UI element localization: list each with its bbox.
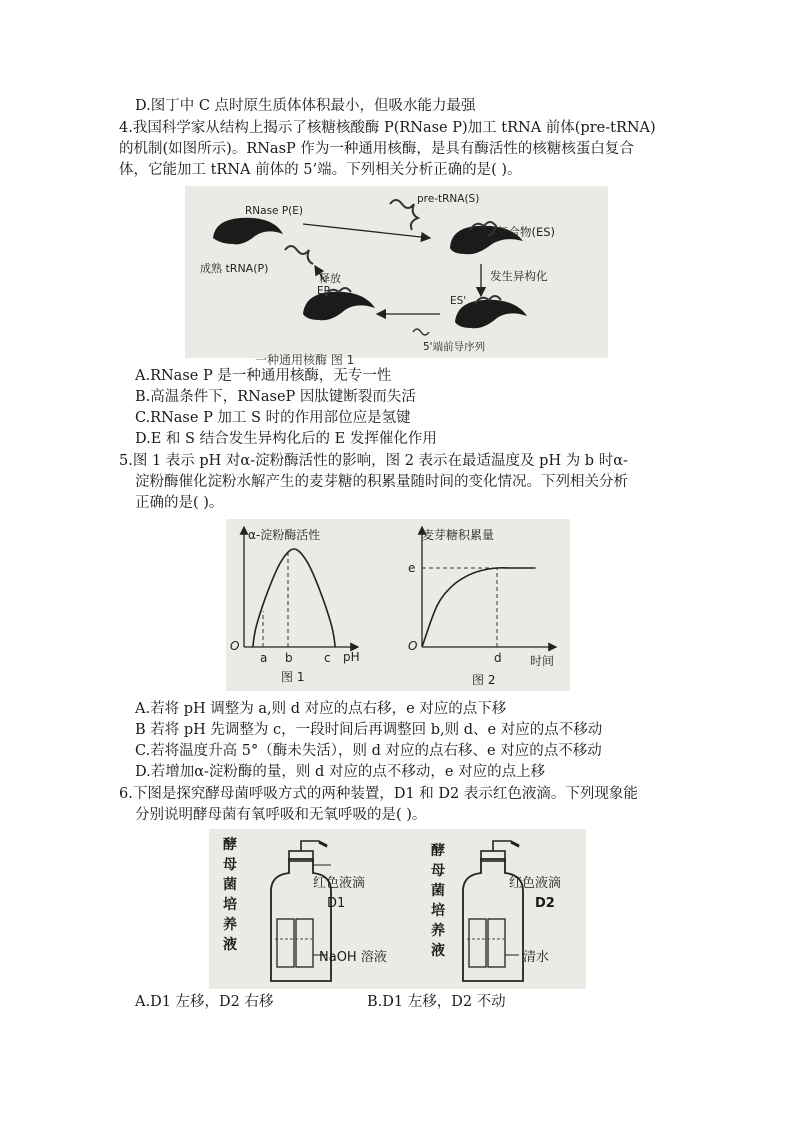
ep-shape [303, 292, 375, 320]
label-mature-trna: 成熟 tRNA(P) [200, 262, 269, 275]
q4-option-d: D.E 和 S 结合发生异构化后的 E 发挥催化作用 [135, 431, 437, 447]
left-d1-label: D1 [327, 896, 346, 911]
chart1-caption: 图 1 [281, 670, 305, 684]
right-culture-char-2: 母 [431, 863, 445, 879]
q5-option-a: A.若将 pH 调整为 a,则 d 对应的点右移，e 对应的点下移 [135, 701, 507, 717]
left-inner-tube-1 [277, 919, 294, 967]
label-release: 释放 [319, 272, 341, 285]
chart2-marker-e: e [408, 561, 416, 575]
q4-option-a: A.RNase P 是一种通用核酶，无专一性 [135, 368, 392, 384]
label-rnase-p: RNase P(E) [245, 205, 304, 217]
left-culture-char-5: 养 [223, 917, 237, 933]
q6-stem-line-2: 分别说明酵母菌有氧呼吸和无氧呼吸的是( )。 [135, 807, 427, 823]
pre-trna-squiggle [390, 200, 418, 230]
q6-option-a: A.D1 左移，D2 右移 [135, 994, 274, 1010]
left-culture-char-2: 母 [223, 857, 237, 873]
left-culture-char-1: 酵 [223, 837, 237, 853]
q5-option-c: C.若将温度升高 5°（酶未失活），则 d 对应的点右移、e 对应的点不移动 [135, 743, 602, 759]
q5-option-b: B 若将 pH 先调整为 c，一段时间后再调整回 b,则 d、e 对应的点不移动 [135, 722, 603, 738]
chart2-ylabel: 麦芽糖积累量 [422, 528, 495, 542]
label-isomerization: 发生异构化 [490, 269, 548, 283]
right-d2-label: D2 [535, 896, 555, 911]
chart2-origin: O [408, 639, 418, 653]
mature-trna-squiggle [285, 246, 313, 264]
q6-stem-line-1: 6.下图是探究酵母菌呼吸方式的两种装置，D1 和 D2 表示红色液滴。下列现象能 [119, 786, 638, 802]
right-red-drop [511, 842, 519, 846]
label-es-prime: ES' [450, 295, 467, 307]
right-culture-char-6: 液 [431, 943, 445, 959]
left-culture-char-4: 培 [223, 897, 237, 913]
right-culture-char-4: 培 [431, 903, 445, 919]
q3-option-d: D.图丁中 C 点时原生质体体积最小，但吸水能力最强 [135, 98, 476, 114]
right-inner-tube-2 [488, 919, 505, 967]
chart2-curve [422, 568, 535, 647]
leader-squiggle [413, 329, 429, 335]
q4-stem-line-3: 体，它能加工 tRNA 前体的 5’端。下列相关分析正确的是( )。 [119, 162, 522, 178]
enzyme-e-shape [213, 218, 283, 245]
q5-stem-line-2: 淀粉酶催化淀粉水解产生的麦芽糖的积累量随时间的变化情况。下列相关分析 [135, 474, 628, 490]
rnase-p-diagram [185, 186, 608, 367]
chart1-tick-c: c [324, 651, 331, 665]
right-inner-tube-1 [469, 919, 486, 967]
right-culture-char-5: 养 [431, 923, 445, 939]
right-drop-label: 红色液滴 [509, 876, 562, 891]
chart1-tick-a: a [260, 651, 268, 665]
q5-stem-line-3: 正确的是( )。 [135, 495, 224, 511]
left-naoh-label: NaOH 溶液 [319, 950, 387, 965]
label-leader: 5'端前导序列 [423, 341, 486, 353]
left-culture-char-3: 菌 [223, 877, 237, 893]
right-water-label: 清水 [523, 950, 550, 965]
q4-option-b: B.高温条件下，RNaseP 因肽键断裂而失活 [135, 389, 416, 405]
right-culture-char-1: 酵 [431, 843, 445, 859]
q4-stem-line-1: 4.我国科学家从结构上揭示了核糖核酸酶 P(RNase P)加工 tRNA 前体(pre-tRNA) [119, 120, 656, 136]
label-pre-trna: pre-tRNA(S) [417, 193, 480, 205]
left-red-drop [319, 842, 327, 846]
chart1-tick-b: b [285, 651, 293, 665]
figure-caption: 一种通用核酶 图 1 [255, 353, 355, 367]
left-drop-label: 红色液滴 [313, 876, 366, 891]
left-culture-char-6: 液 [223, 937, 237, 953]
chart1-curve [253, 549, 335, 647]
left-inner-tube-2 [296, 919, 313, 967]
q5-stem-line-1: 5.图 1 表示 pH 对α-淀粉酶活性的影响，图 2 表示在最适温度及 pH 为 b 时α- [119, 453, 628, 469]
q4-stem-line-2: 的机制(如图所示)。RNasP 作为一种通用核酶，是具有酶活性的核糖核蛋白复合 [119, 141, 634, 157]
label-ep: EP [317, 285, 330, 297]
chart1-ylabel: α-淀粉酶活性 [248, 528, 321, 542]
q5-option-d: D.若增加α-淀粉酶的量，则 d 对应的点不移动，e 对应的点上移 [135, 764, 546, 780]
chart1-xlabel: pH [343, 650, 360, 664]
q5-charts [226, 519, 570, 691]
right-culture-char-3: 菌 [431, 883, 445, 899]
chart2-marker-d: d [494, 651, 502, 665]
chart2-xlabel: 时间 [530, 654, 555, 668]
q6-option-b: B.D1 左移，D2 不动 [367, 994, 506, 1010]
chart1-origin: O [230, 639, 240, 653]
yeast-respiration-apparatus [209, 829, 586, 989]
chart2-caption: 图 2 [472, 673, 496, 687]
label-complex-es: 复合物(ES) [497, 225, 556, 239]
q4-option-c: C.RNase P 加工 S 时的作用部位应是氢键 [135, 410, 411, 426]
